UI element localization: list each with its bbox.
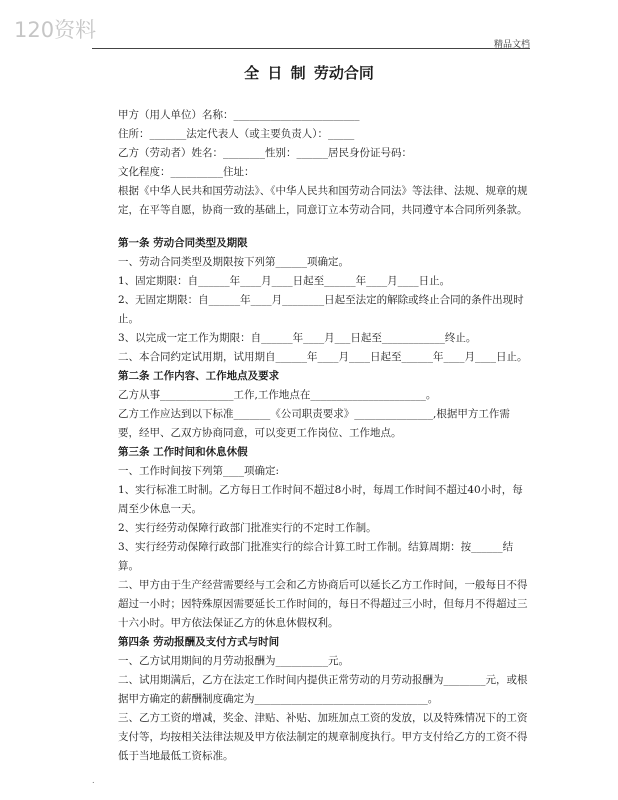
article1-heading: 第一条 劳动合同类型及期限 — [118, 237, 248, 249]
article3-p1: 一、工作时间按下列第____项确定: — [118, 465, 280, 477]
contract-body — [118, 106, 528, 766]
header-label: 精品文档 — [493, 40, 530, 50]
address-line: 住所：_______法定代表人（或主要负责人）：_____ — [118, 128, 355, 140]
employer-line: 甲方（用人单位）名称：________________________ — [118, 109, 360, 121]
article2-p1: 乙方从事______________工作,工作地点在______________________。 — [118, 389, 437, 401]
article1-p4: 3、以完成一定工作为期限：自______年____月___日起至____________终止。 — [118, 332, 477, 344]
article4-p3: 三、乙方工资的增减，奖金、津贴、补贴、加班加点工资的发放，以及特殊情况下的工资支付等，均按相关法律法规及甲方依法制定的规章制度执行。甲方支付给乙方的工资不得低于当地最低工资标准。 — [118, 712, 528, 762]
footer-dot: . — [92, 776, 95, 785]
article3-p2: 1、实行标准工时制。乙方每日工作时间不超过8小时，每周工作时间不超过40小时，每周至少休息一天。 — [118, 484, 523, 515]
watermark-logo: 120资料 — [14, 18, 97, 42]
article3-p5: 二、甲方由于生产经营需要经与工会和乙方协商后可以延长乙方工作时间，一般每日不得超过一小时；因特殊原因需要延长工作时间的，每日不得超过三小时，但每月不得超过三十六小时。甲方依法保证乙方的休息休假权利。 — [118, 579, 528, 629]
article4-heading: 第四条 劳动报酬及支付方式与时间 — [118, 636, 280, 648]
education-line: 文化程度：__________住址： — [118, 166, 255, 178]
article1-p1: 一、劳动合同类型及期限按下列第______项确定。 — [118, 256, 349, 268]
article3-p3: 2、实行经劳动保障行政部门批准实行的不定时工作制。 — [118, 522, 377, 534]
article2-heading: 第二条 工作内容、工作地点及要求 — [118, 370, 280, 382]
article1-p2: 1、固定期限：自______年____月____日起至______年____月____日止。 — [118, 275, 451, 287]
article3-p4: 3、实行经劳动保障行政部门批准实行的综合计算工时工作制。结算周期：按______结算。 — [118, 541, 514, 572]
employee-line: 乙方（劳动者）姓名：________性别：______居民身份证号码： — [118, 147, 412, 159]
article3-heading: 第三条 工作时间和休息休假 — [118, 446, 248, 458]
contract-title: 全 日 制 劳动合同 — [244, 64, 374, 82]
header-rule — [92, 48, 530, 49]
preamble-paragraph: 根据《中华人民共和国劳动法》、《中华人民共和国劳动合同法》等法律、法规、规章的规定，在平等自愿，协商一致的基础上，同意订立本劳动合同，共同遵守本合同所列条款。 — [118, 185, 528, 216]
article1-p5: 二、本合同约定试用期，试用期自______年____月____日起至______年____月____日止。 — [118, 351, 528, 363]
article2-p2: 乙方工作应达到以下标准_______《公司职责要求》_______________,根据甲方工作需要，经甲、乙双方协商同意，可以变更工作岗位、工作地点。 — [118, 408, 510, 439]
article1-p3: 2、无固定期限：自______年____月________日起至法定的解除或终止合同的条件出现时止。 — [118, 294, 524, 325]
article4-p1: 一、乙方试用期间的月劳动报酬为__________元。 — [118, 655, 349, 667]
article4-p2: 二、试用期满后，乙方在法定工作时间内提供正常劳动的月劳动报酬为________元，或根据甲方确定的薪酬制度确定为_________________________________。 — [118, 674, 528, 705]
